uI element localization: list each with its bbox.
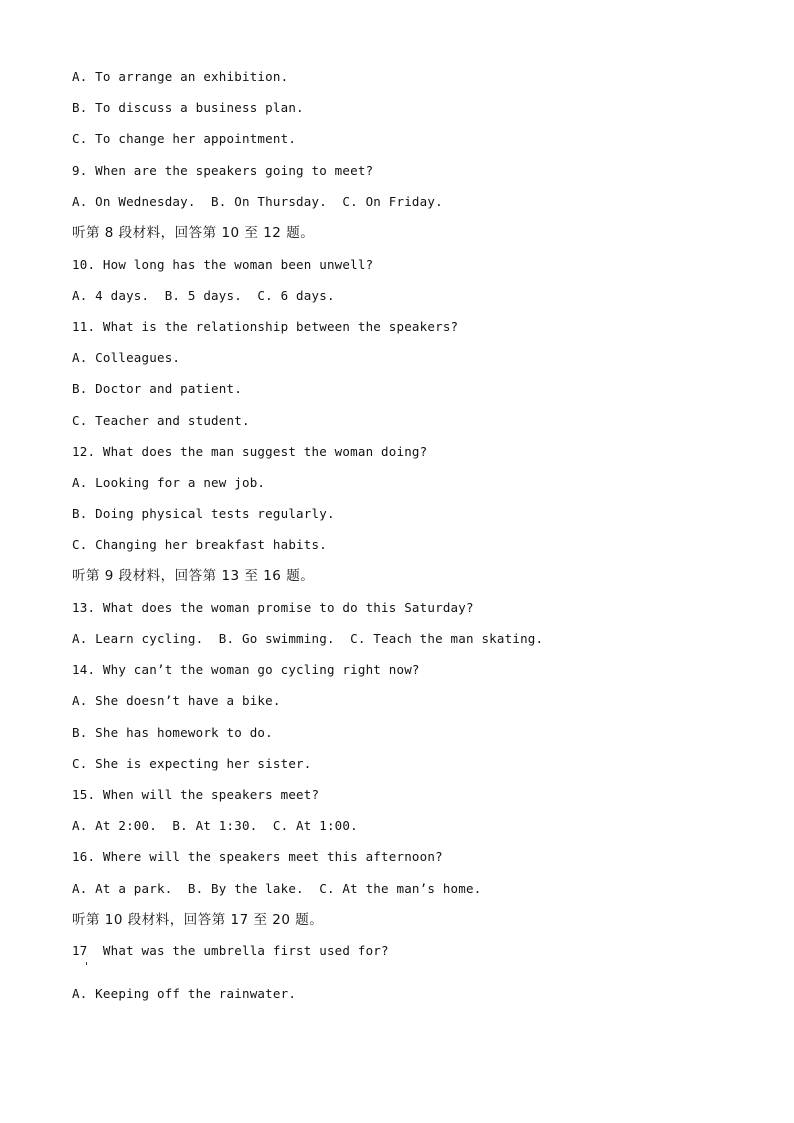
option-line: A. At a park. B. By the lake. C. At the man’s home. xyxy=(72,881,482,896)
option-line: A. On Wednesday. B. On Thursday. C. On Friday. xyxy=(72,194,443,209)
option-line: C. She is expecting her sister. xyxy=(72,756,312,771)
question-line: 11. What is the relationship between the speakers? xyxy=(72,319,459,334)
option-line: C. Teacher and student. xyxy=(72,413,250,428)
question-line: 10. How long has the woman been unwell? xyxy=(72,257,374,272)
option-line: A. To arrange an exhibition. xyxy=(72,69,289,84)
section-heading: 听第 8 段材料，回答第 10 至 12 题。 xyxy=(72,225,315,241)
section-heading: 听第 9 段材料，回答第 13 至 16 题。 xyxy=(72,568,315,584)
option-line: A. Learn cycling. B. Go swimming. C. Teach the man skating. xyxy=(72,631,544,646)
option-line: A. Keeping off the rainwater. xyxy=(72,986,297,1001)
option-line: A. Colleagues. xyxy=(72,350,181,365)
question-line: 14. Why can’t the woman go cycling right now? xyxy=(72,662,420,677)
option-line: B. Doing physical tests regularly. xyxy=(72,506,335,521)
option-line: A. At 2:00. B. At 1:30. C. At 1:00. xyxy=(72,818,358,833)
option-line: B. To discuss a business plan. xyxy=(72,100,304,115)
stray-mark xyxy=(86,962,87,965)
question-line: 17 What was the umbrella first used for? xyxy=(72,943,389,958)
question-line: 9. When are the speakers going to meet? xyxy=(72,163,374,178)
question-line: 16. Where will the speakers meet this afternoon? xyxy=(72,849,443,864)
option-line: A. 4 days. B. 5 days. C. 6 days. xyxy=(72,288,335,303)
option-line: A. She doesn’t have a bike. xyxy=(72,693,281,708)
question-line: 15. When will the speakers meet? xyxy=(72,787,320,802)
option-line: B. She has homework to do. xyxy=(72,725,273,740)
option-line: C. Changing her breakfast habits. xyxy=(72,537,327,552)
question-line: 13. What does the woman promise to do this Saturday? xyxy=(72,600,474,615)
question-line: 12. What does the man suggest the woman doing? xyxy=(72,444,428,459)
section-heading: 听第 10 段材料，回答第 17 至 20 题。 xyxy=(72,912,324,928)
option-line: C. To change her appointment. xyxy=(72,131,297,146)
option-line: B. Doctor and patient. xyxy=(72,381,242,396)
option-line: A. Looking for a new job. xyxy=(72,475,266,490)
